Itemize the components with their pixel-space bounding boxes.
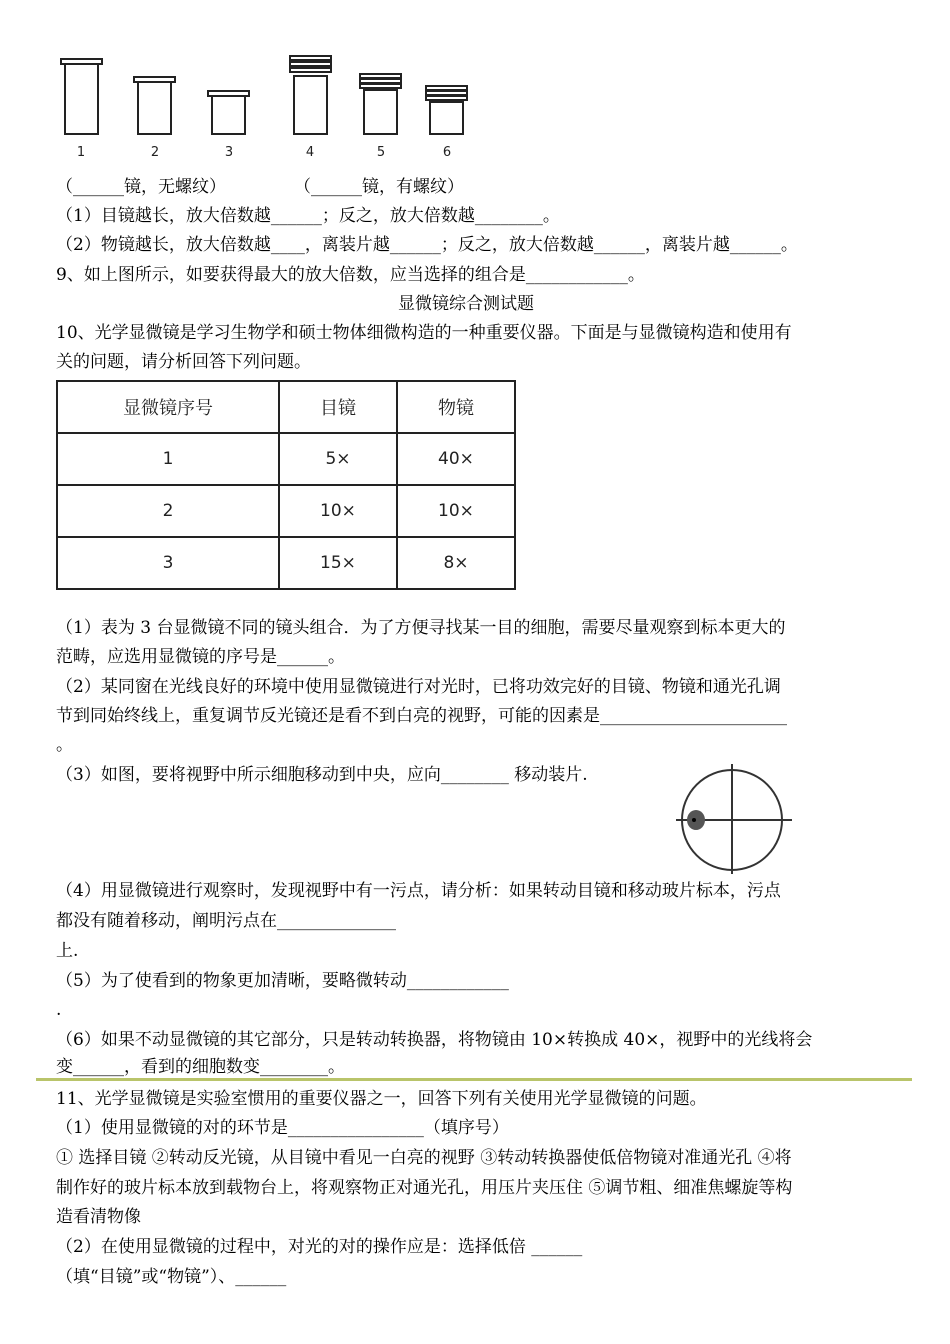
q10-p6-line2: 变______，看到的细胞数变________。 [56,1057,345,1077]
eyepiece-2 [138,82,171,134]
table-cell: 3 [57,537,279,589]
table-row [57,537,515,589]
eyepiece-3 [212,96,245,134]
lens-number: 2 [150,145,160,160]
q10-p6-line1: （6）如果不动显微镜的其它部分，只是转动转换器，将物镜由 10×转换成 40×，视野中的光线将会 [56,1030,813,1050]
page-separator [36,1078,912,1081]
q10-p4-line1: （4）用显微镜进行观察时，发现视野中有一污点，请分析：如果转动目镜和移动玻片标本，污点 [56,881,781,901]
lens-number: 6 [442,145,452,160]
q10-p4-line2: 都没有随着移动，阐明污点在______________ [56,911,396,931]
q10-intro-line1: 10、光学显微镜是学习生物学和硕士物体细微构造的一种重要仪器。下面是与显微镜构造和使用有 [56,323,792,343]
section-title: 显微镜综合测试题 [398,294,534,314]
q10-p2-line1: （2）某同窗在光线良好的环境中使用显微镜进行对光时，已将功效完好的目镜、物镜和通光孔调 [56,677,781,697]
eyepiece-1 [65,64,98,134]
table-header: 目镜 [279,381,397,433]
microscope-table [56,380,516,590]
table-cell: 10× [397,485,515,537]
lens-caption-left: （______镜，无螺纹） [56,177,226,197]
q10-p1-line1: （1）表为 3 台显微镜不同的镜头组合．为了方便寻找某一目的细胞，需要尽量观察到标本更大的 [56,618,786,638]
objective-4 [294,76,327,134]
table-header: 物镜 [397,381,515,433]
q10-p2-line3: 。 [56,735,73,755]
q10-p5-line1: （5）为了使看到的物象更加清晰，要略微转动____________ [56,971,509,991]
q8-item1: （1）目镜越长，放大倍数越______；反之，放大倍数越________。 [56,206,560,226]
lens-caption-right: （______镜，有螺纹） [294,177,464,197]
table-cell: 2 [57,485,279,537]
q10-p3: （3）如图，要将视野中所示细胞移动到中央，应向________ 移动装片. [56,765,588,785]
q10-p4-line3: 上. [56,941,79,961]
q11-p2-line2: （填“目镜”或“物镜”）、______ [56,1267,287,1287]
table-cell: 40× [397,433,515,485]
q11-steps-line1: ① 选择目镜 ②转动反光镜，从目镜中看见一白亮的视野 ③转动转换器使低倍物镜对准通光孔 ④将 [56,1148,792,1168]
q11-p2-line1: （2）在使用显微镜的过程中，对光的对的操作应是：选择低倍 ______ [56,1237,583,1257]
table-cell: 10× [279,485,397,537]
table-cell: 15× [279,537,397,589]
table-header: 显微镜序号 [57,381,279,433]
q11-intro: 11、光学显微镜是实验室惯用的重要仪器之一，回答下列有关使用光学显微镜的问题。 [56,1089,707,1109]
q10-p2-line2: 节到同始终线上，重复调节反光镜还是看不到白亮的视野，可能的因素是______________________ [56,706,787,726]
q11-p1: （1）使用显微镜的对的环节是________________（填序号） [56,1118,509,1138]
lens-diagram [56,54,486,164]
table-row [57,433,515,485]
field-of-view-diagram [676,764,792,874]
q9: 9、如上图所示，如要获得最大的放大倍数，应当选择的组合是____________。 [56,265,645,285]
lens-number: 3 [224,145,234,160]
objective-5 [364,90,397,134]
table-cell: 1 [57,433,279,485]
q10-p5-line2: . [56,1000,62,1020]
table-cell: 8× [397,537,515,589]
lens-number: 4 [305,145,315,160]
q11-steps-line3: 造看清物像 [56,1207,141,1227]
q11-steps-line2: 制作好的玻片标本放到载物台上，将观察物正对通光孔，用压片夹压住 ⑤调节粗、细准焦螺旋等构 [56,1178,793,1198]
q10-intro-line2: 关的问题，请分析回答下列问题。 [56,352,311,372]
lens-number: 5 [376,145,386,160]
objective-6 [430,102,463,134]
q10-p1-line2: 范畴，应选用显微镜的序号是______。 [56,647,345,667]
lens-number: 1 [76,145,86,160]
table-cell: 5× [279,433,397,485]
q8-item2: （2）物镜越长，放大倍数越____，离装片越______；反之，放大倍数越______，离装片越______。 [56,235,798,255]
table-row [57,485,515,537]
